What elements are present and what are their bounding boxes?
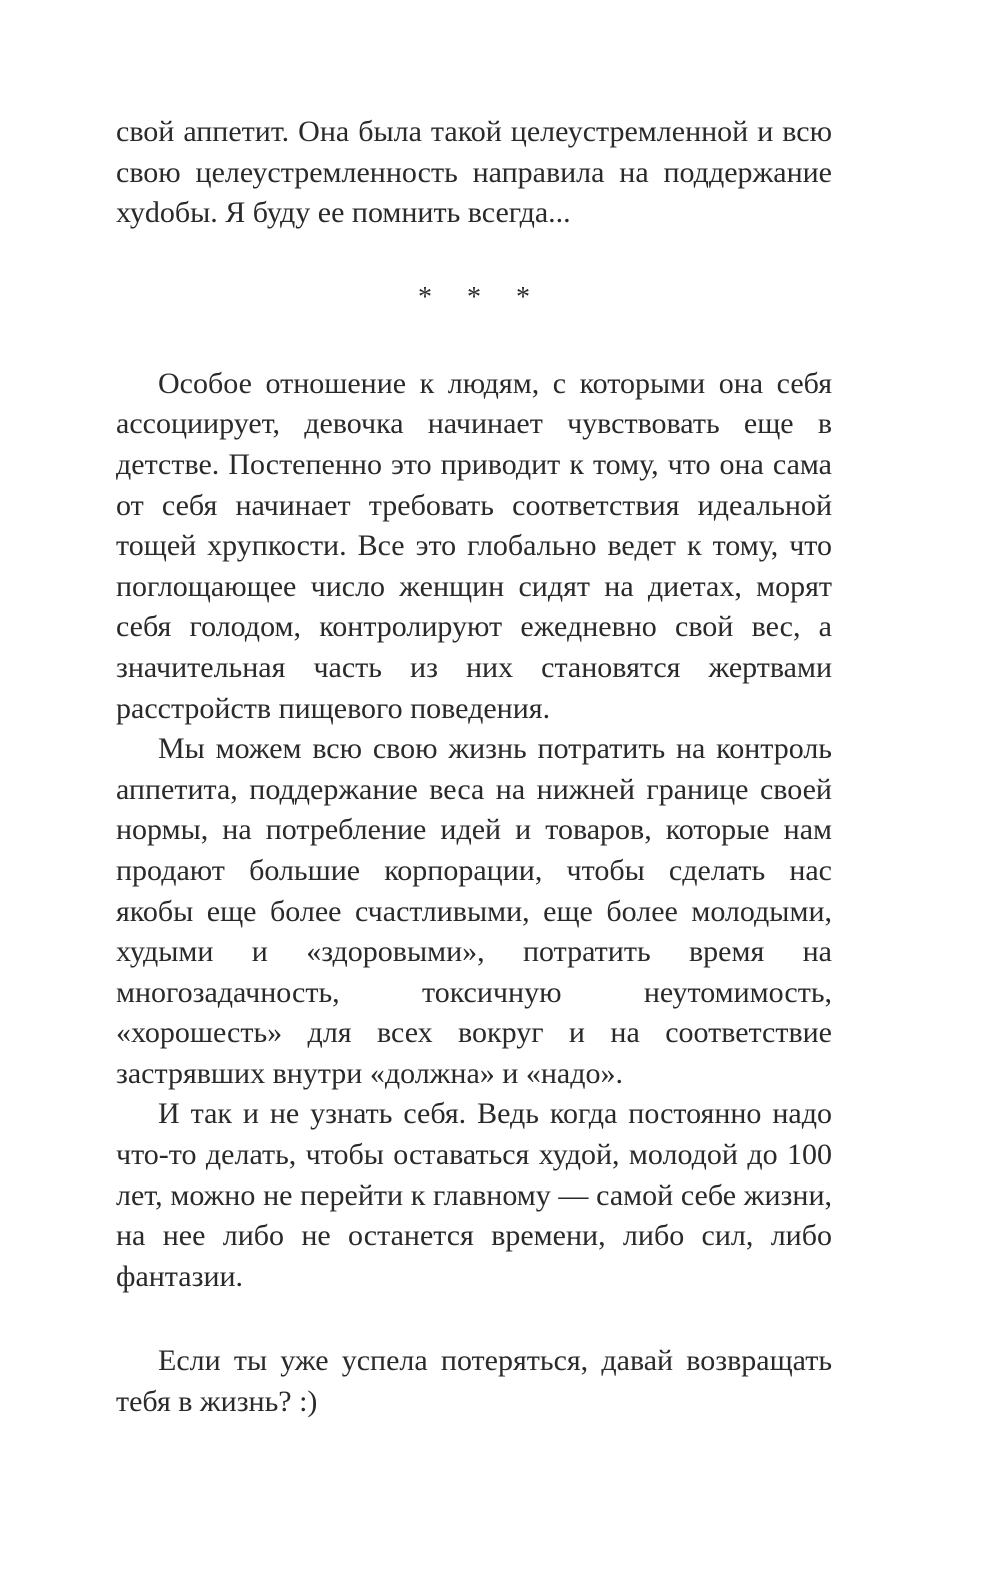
paragraph-gap [116,1297,832,1341]
paragraph-continuation: свой аппетит. Она была такой целеустремленной и всю свою целеустремленность направила на поддержание хуdобы. Я буду ее помнить всегда... [116,115,832,230]
section-separator: * * * [418,281,544,313]
paragraph-return-to-life: Если ты уже успела потеряться, давай возвращать тебя в жизнь? :) [116,1344,832,1419]
page-body [116,112,832,1423]
paragraph-special-attitude: Особое отношение к людям, с которыми она себя ассоциирует, девочка начинает чувствовать еще в детстве. Постепенно это приводит к тому, что она сама от себя начинает требовать соответствия идеальной тощей хрупкости. Все это глобально ведет к тому, что поглощающее число женщин сидят на диетах, морят себя голодом, контролируют ежедневно свой вес, а значительная часть из них становятся жертвами расстройств пищевого поведения. [116,366,832,725]
paragraph-life-control: Мы можем всю свою жизнь потратить на контроль аппетита, поддержание веса на нижней границе своей нормы, на потребление идей и товаров, которые нам продают большие корпорации, чтобы сделать нас якобы еще более счастливыми, еще более молодыми, худыми и «здоровыми», потратить время на многозадачность, токсичную неутомимость, «хорошесть» для всех вокруг и на соответствие застрявших внутри «должна» и «надо». [116,732,832,1090]
paragraph-not-knowing-self: И так и не узнать себя. Ведь когда постоянно надо что-то делать, чтобы оставаться худой, молодой до 100 лет, можно не перейти к главному — самой себе жизни, на нее либо не останется времени, либо сил, либо фантазии. [116,1097,832,1293]
